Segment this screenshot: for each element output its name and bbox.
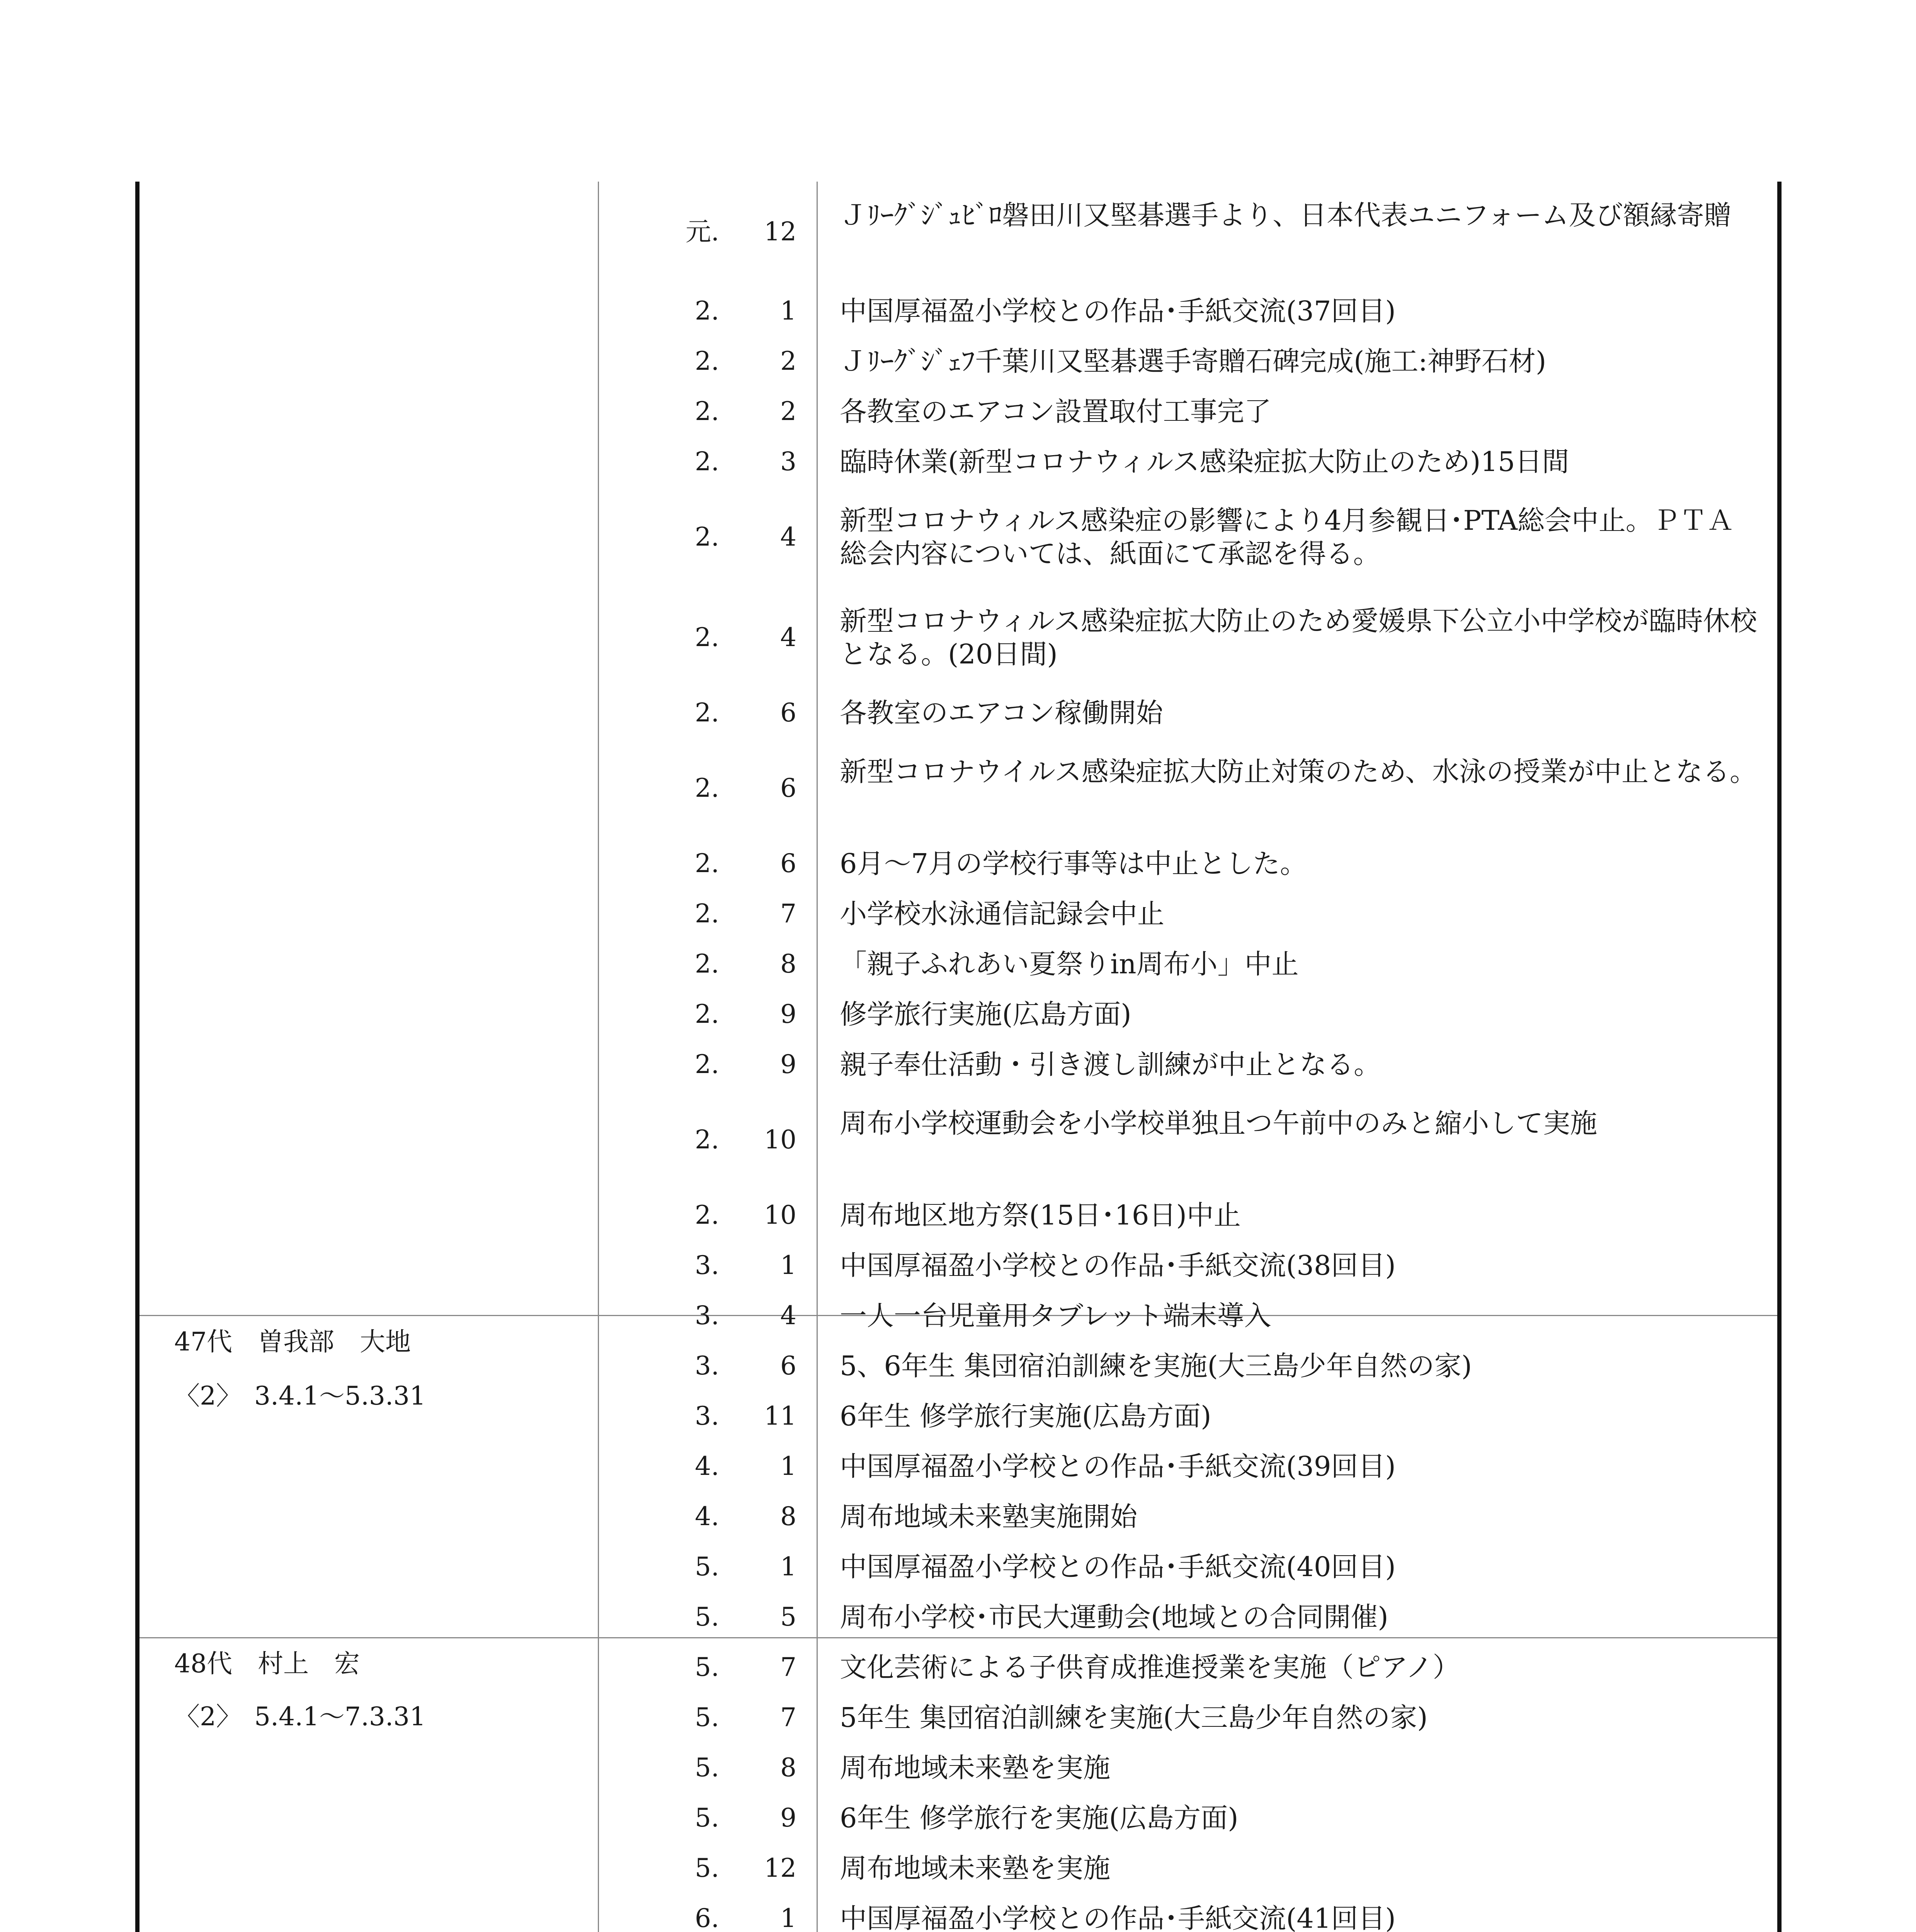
event-year: 2. — [695, 396, 719, 426]
event-month: 8 — [780, 949, 796, 979]
event-row — [140, 1090, 1777, 1190]
event-month: 6 — [780, 698, 796, 728]
event-row — [140, 939, 1777, 989]
event-year: 3. — [695, 1301, 719, 1330]
event-row — [140, 193, 1777, 270]
event-row — [140, 1492, 1777, 1542]
event-year: 5. — [695, 1652, 719, 1682]
event-month: 1 — [780, 1903, 796, 1932]
event-text: 周布地域未来塾実施開始 — [840, 1501, 1137, 1532]
event-month: 4 — [780, 1301, 796, 1330]
event-text: 修学旅行実施(広島方面) — [840, 998, 1132, 1030]
event-month: 3 — [780, 447, 796, 476]
event-text: 各教室のエアコン稼働開始 — [840, 697, 1163, 729]
event-year: 2. — [695, 999, 719, 1029]
event-year: 2. — [695, 949, 719, 979]
event-month: 9 — [780, 999, 796, 1029]
event-row — [140, 1240, 1777, 1291]
event-text: Ｊﾘｰｸﾞｼﾞｭﾋﾞﾛ磐田川又堅碁選手より、日本代表ユニフォーム及び額縁寄贈 — [840, 199, 1731, 231]
event-text: 6月～7月の学校行事等は中止とした。 — [840, 848, 1307, 879]
event-year: 2. — [695, 773, 719, 803]
event-row — [140, 1843, 1777, 1893]
event-text: 新型コロナウイルス感染症拡大防止対策のため、水泳の授業が中止となる。 — [840, 756, 1757, 787]
event-row — [140, 1692, 1777, 1743]
event-year: 2. — [695, 1200, 719, 1230]
event-month: 10 — [764, 1200, 796, 1230]
event-year: 2. — [695, 522, 719, 552]
event-row — [140, 1793, 1777, 1843]
event-text: 中国厚福盈小学校との作品･手紙交流(37回目) — [840, 295, 1396, 327]
event-text: 文化芸術による子供育成推進授業を実施（ピアノ） — [840, 1651, 1460, 1683]
event-text: 中国厚福盈小学校との作品･手紙交流(40回目) — [840, 1551, 1396, 1583]
event-year: 4. — [695, 1451, 719, 1481]
event-year: 2. — [695, 1125, 719, 1155]
event-year: 5. — [695, 1753, 719, 1782]
event-text: 周布小学校運動会を小学校単独且つ午前中のみと縮小して実施 — [840, 1107, 1597, 1139]
event-text: 中国厚福盈小学校との作品･手紙交流(41回目) — [840, 1903, 1396, 1932]
event-year: 4. — [695, 1502, 719, 1531]
event-row — [140, 1592, 1777, 1642]
event-text: 周布地域未来塾を実施 — [840, 1852, 1110, 1884]
event-text: 新型コロナウィルス感染症拡大防止のため愛媛県下公立小中学校が臨時休校となる。(20日間) — [840, 605, 1757, 670]
history-table — [135, 182, 1782, 1932]
event-year: 5. — [695, 1602, 719, 1632]
event-row — [140, 688, 1777, 738]
event-month: 10 — [764, 1125, 796, 1155]
event-year: 5. — [695, 1702, 719, 1732]
event-row — [140, 1391, 1777, 1441]
event-month: 2 — [780, 346, 796, 376]
event-year: 2. — [695, 849, 719, 878]
event-year: 3. — [695, 1401, 719, 1431]
event-text: 周布小学校･市民大運動会(地域との合同開催) — [840, 1601, 1389, 1633]
event-year: 2. — [695, 698, 719, 728]
event-month: 11 — [764, 1401, 796, 1431]
event-year: 2. — [695, 899, 719, 929]
event-year: 2. — [695, 1049, 719, 1079]
event-text: 臨時休業(新型コロナウィルス感染症拡大防止のため)15日間 — [840, 446, 1569, 478]
principal-47-name: 47代 曽我部 大地 — [174, 1327, 411, 1357]
event-text: 中国厚福盈小学校との作品･手紙交流(39回目) — [840, 1451, 1396, 1482]
event-text: 各教室のエアコン設置取付工事完了 — [840, 396, 1271, 427]
event-row — [140, 838, 1777, 889]
event-month: 9 — [780, 1803, 796, 1833]
event-year: 6. — [695, 1903, 719, 1932]
event-row — [140, 738, 1777, 838]
event-year: 2. — [695, 296, 719, 326]
event-row — [140, 1341, 1777, 1391]
event-text: 周布地域未来塾を実施 — [840, 1752, 1110, 1784]
event-text: 小学校水泳通信記録会中止 — [840, 898, 1164, 930]
event-month: 7 — [780, 899, 796, 929]
event-row — [140, 889, 1777, 939]
event-month: 4 — [780, 522, 796, 552]
event-year: 2. — [695, 346, 719, 376]
event-row — [140, 386, 1777, 437]
event-year: 2. — [695, 622, 719, 652]
event-year: 元. — [686, 217, 719, 247]
event-text: 5年生 集団宿泊訓練を実施(大三島少年自然の家) — [840, 1702, 1428, 1733]
principal-47-term: 〈2〉 3.4.1～5.3.31 — [174, 1381, 426, 1411]
event-month: 8 — [780, 1502, 796, 1531]
event-row — [140, 1190, 1777, 1240]
event-row — [140, 1039, 1777, 1090]
principal-48-term: 〈2〉 5.4.1～7.3.31 — [174, 1702, 426, 1731]
event-month: 7 — [780, 1702, 796, 1732]
event-row — [140, 336, 1777, 386]
event-year: 5. — [695, 1853, 719, 1883]
event-month: 12 — [764, 217, 796, 247]
event-text: 新型コロナウィルス感染症の影響により4月参観日･PTA総会中止。ＰＴＡ総会内容については、紙面にて承認を得る。 — [840, 505, 1734, 570]
event-text: 中国厚福盈小学校との作品･手紙交流(38回目) — [840, 1250, 1396, 1281]
event-text: 「親子ふれあい夏祭りin周布小」中止 — [840, 948, 1299, 980]
event-text: 周布地区地方祭(15日･16日)中止 — [840, 1199, 1241, 1231]
event-row — [140, 1542, 1777, 1592]
event-month: 1 — [780, 1451, 796, 1481]
event-month: 9 — [780, 1049, 796, 1079]
event-month: 12 — [764, 1853, 796, 1883]
event-row — [140, 1642, 1777, 1692]
event-month: 6 — [780, 849, 796, 878]
event-text: 親子奉仕活動・引き渡し訓練が中止となる。 — [840, 1049, 1381, 1080]
event-month: 7 — [780, 1652, 796, 1682]
event-year: 3. — [695, 1351, 719, 1381]
event-row — [140, 1743, 1777, 1793]
event-row — [140, 587, 1777, 688]
event-text: 6年生 修学旅行を実施(広島方面) — [840, 1802, 1239, 1834]
event-month: 1 — [780, 296, 796, 326]
event-month: 6 — [780, 1351, 796, 1381]
event-year: 3. — [695, 1250, 719, 1280]
event-row — [140, 989, 1777, 1039]
event-row — [140, 286, 1777, 336]
event-row — [140, 1291, 1777, 1341]
event-text: 6年生 修学旅行実施(広島方面) — [840, 1400, 1212, 1432]
event-month: 1 — [780, 1250, 796, 1280]
event-month: 6 — [780, 773, 796, 803]
event-row — [140, 1441, 1777, 1492]
event-text: 一人一台児童用タブレット端末導入 — [840, 1300, 1271, 1332]
event-row — [140, 1893, 1777, 1932]
event-month: 8 — [780, 1753, 796, 1782]
principal-48-name: 48代 村上 宏 — [174, 1649, 360, 1679]
event-month: 5 — [780, 1602, 796, 1632]
event-row — [140, 487, 1777, 587]
event-text: 5、6年生 集団宿泊訓練を実施(大三島少年自然の家) — [840, 1350, 1472, 1382]
event-month: 4 — [780, 622, 796, 652]
event-row — [140, 437, 1777, 487]
event-year: 5. — [695, 1803, 719, 1833]
event-month: 1 — [780, 1552, 796, 1582]
event-text: Ｊﾘｰｸﾞｼﾞｪﾌ千葉川又堅碁選手寄贈石碑完成(施工:神野石材) — [840, 345, 1547, 377]
event-month: 2 — [780, 396, 796, 426]
event-year: 5. — [695, 1552, 719, 1582]
event-year: 2. — [695, 447, 719, 476]
